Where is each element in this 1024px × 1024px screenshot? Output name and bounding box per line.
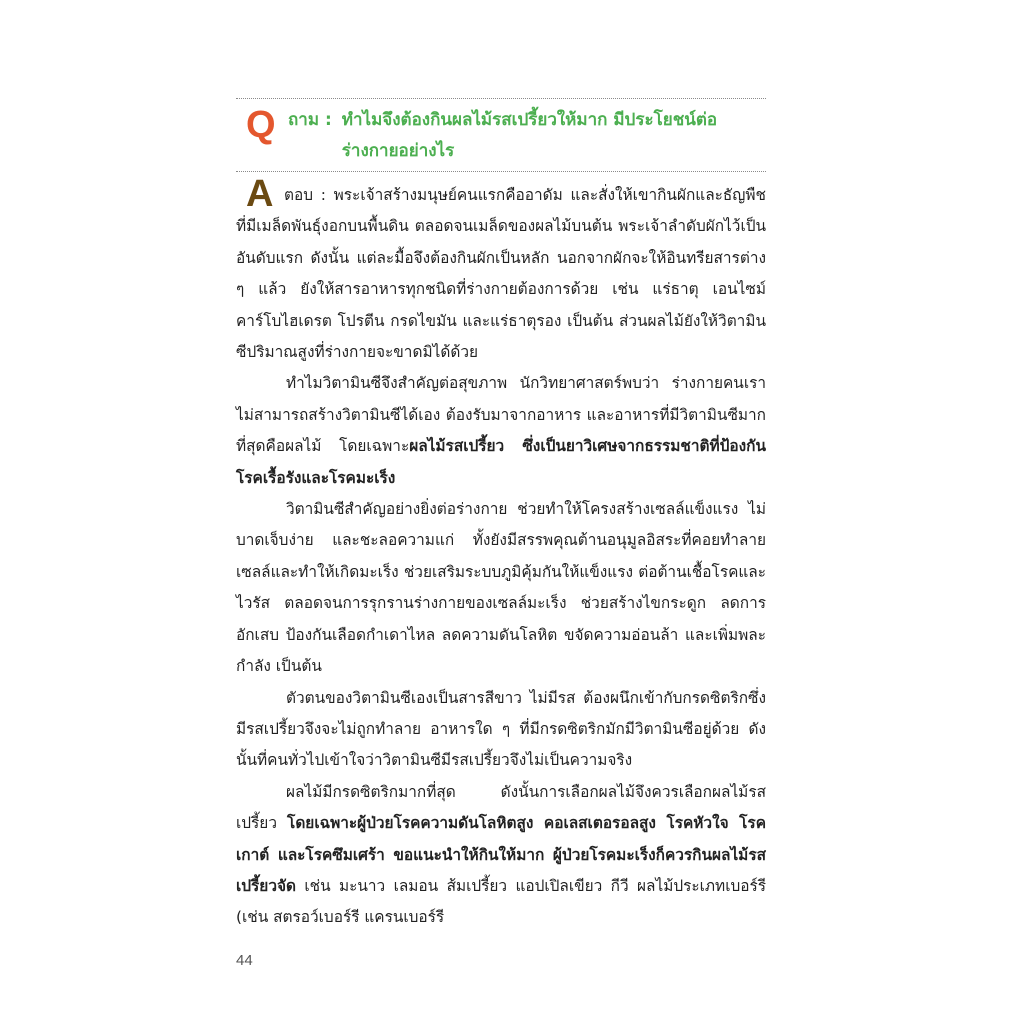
- answer-paragraph: [236, 777, 766, 934]
- emphasis-text: ผลไม้รสเปรี้ยว ซึ่งเป็นยาวิเศษจากธรรมชาติที่ป้องกันโรคเรื้อรังและโรคมะเร็ง: [236, 437, 766, 487]
- body-text: ตัวตนของวิตามินซีเองเป็นสารสีขาว ไม่มีรส ต้องผนึกเข้ากับกรดซิตริกซึ่งมีรสเปรี้ยวจึงจะไม่ถูกทำลาย อาหารใด ๆ ที่มีกรดซิตริกมักมีวิตามินซีอยู่ด้วย ดังนั้นที่คนทั่วไปเข้าใจว่าวิตามินซีมีรสเปรี้ยวจึงไม่เป็นความจริง: [236, 688, 766, 770]
- answer-paragraph: [236, 494, 766, 682]
- question-text: ทำไมจึงต้องกินผลไม้รสเปรี้ยวให้มาก มีประโยชน์ต่อร่างกายอย่างไร: [341, 110, 718, 161]
- question-letter: Q: [246, 104, 276, 146]
- answer-paragraph: [236, 180, 766, 368]
- body-text: วิตามินซีสำคัญอย่างยิ่งต่อร่างกาย ช่วยทำให้โครงสร้างเซลล์แข็งแรง ไม่บาดเจ็บง่าย และชะลอความแก่ ทั้งยังมีสรรพคุณต้านอนุมูลอิสระที่คอยทำลายเซลล์และทำให้เกิดมะเร็ง ช่วยเสริมระบบภูมิคุ้มกันให้แข็งแรง ต่อต้านเชื้อโรคและไวรัส ตลอดจนการรุกรานร่างกายของเซลล์มะเร็ง ช่วยสร้างไขกระดูก ลดการอักเสบ ป้องกันเลือดกำเดาไหล ลดความดันโลหิต ขจัดความอ่อนล้า และเพิ่มพละกำลัง เป็นต้น: [236, 500, 766, 676]
- answer-body: [236, 180, 766, 934]
- body-text: ผลไม้มีกรดซิตริกมากที่สุด ดังนั้นการเลือกผลไม้จึงควรเลือกผลไม้รสเปรี้ยว: [236, 782, 766, 833]
- page-content: [236, 98, 766, 934]
- page-number: 44: [236, 952, 253, 969]
- emphasis-text: โดยเฉพาะผู้ป่วยโรคความดันโลหิตสูง คอเลสเตอรอลสูง โรคหัวใจ โรคเกาต์ และโรคซึมเศร้า ขอแนะนำให้กินให้มาก ผู้ป่วยโรคมะเร็งก็ควรกินผลไม้รสเปรี้ยวจัด: [236, 814, 766, 895]
- question-label: ถาม :: [288, 110, 332, 130]
- answer-letter: A: [246, 173, 274, 215]
- answer-paragraph: [236, 683, 766, 777]
- answer-paragraph: [236, 368, 766, 494]
- answer-block: [236, 172, 766, 934]
- question-block: [236, 99, 766, 171]
- answer-label: ตอบ :: [284, 186, 334, 204]
- body-text: พระเจ้าสร้างมนุษย์คนแรกคืออาดัม และสั่งให้เขากินผักและธัญพืชที่มีเมล็ดพันธุ์งอกบนพื้นดิน ตลอดจนเมล็ดของผลไม้บนต้น พระเจ้าลำดับผักไว้เป็นอันดับแรก ดังนั้น แต่ละมื้อจึงต้องกินผักเป็นหลัก นอกจากผักจะให้อินทรียสารต่าง ๆ แล้ว ยังให้สารอาหารทุกชนิดที่ร่างกายต้องการด้วย เช่น แร่ธาตุ เอนไซม์ คาร์โบไฮเดรต โปรตีน กรดไขมัน และแร่ธาตุรอง เป็นต้น ส่วนผลไม้ยังให้วิตามินซีปริมาณสูงที่ร่างกายจะขาดมิได้ด้วย: [236, 186, 766, 362]
- body-text: ทำไมวิตามินซีจึงสำคัญต่อสุขภาพ นักวิทยาศาสตร์พบว่า ร่างกายคนเราไม่สามารถสร้างวิตามินซีได้เอง ต้องรับมาจากอาหาร และอาหารที่มีวิตามินซีมากที่สุดคือผลไม้ โดยเฉพาะ: [236, 374, 766, 456]
- body-text: เช่น มะนาว เลมอน ส้มเปรี้ยว แอปเปิลเขียว กีวี ผลไม้ประเภทเบอร์รี (เช่น สตรอว์เบอร์รี แครนเบอร์รี: [236, 876, 766, 927]
